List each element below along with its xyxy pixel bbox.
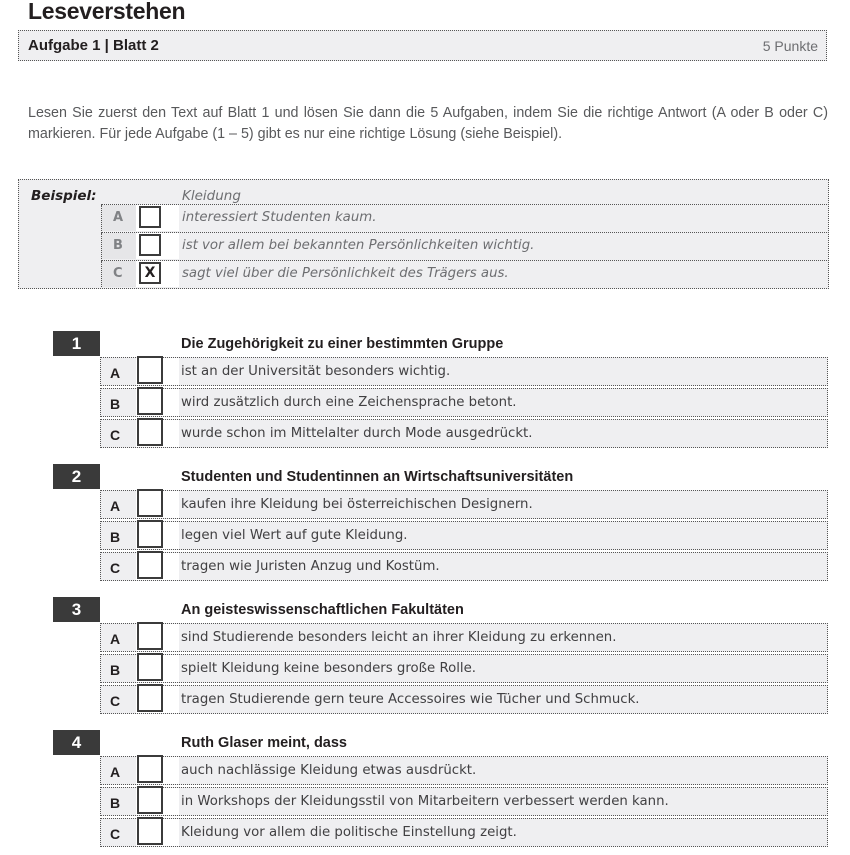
example-stem: Kleidung [182, 188, 241, 204]
option-text: interessiert Studenten kaum. [182, 210, 377, 225]
task-stem: Ruth Glaser meint, dass [181, 735, 347, 751]
task-1-option-c[interactable] [100, 419, 828, 448]
option-letter: A [101, 205, 136, 231]
task-4 [0, 730, 850, 855]
task-2 [0, 464, 850, 589]
task-3-option-a[interactable] [100, 623, 828, 652]
answer-checkbox[interactable] [137, 755, 163, 783]
option-text: tragen wie Juristen Anzug und Kostüm. [181, 559, 440, 574]
option-letter: C [101, 420, 136, 447]
task-number-badge: 1 [53, 331, 100, 356]
task-2-option-b[interactable] [100, 521, 828, 550]
answer-checkbox[interactable] [137, 418, 163, 446]
answer-checkbox[interactable] [137, 356, 163, 384]
option-text: Kleidung vor allem die politische Einstellung zeigt. [181, 825, 517, 840]
task-4-option-b[interactable] [100, 787, 828, 816]
option-letter: B [101, 522, 136, 549]
task-2-option-c[interactable] [100, 552, 828, 581]
option-letter: B [101, 389, 136, 416]
option-text: ist vor allem bei bekannten Persönlichkeiten wichtig. [182, 238, 535, 253]
answer-checkbox[interactable] [137, 551, 163, 579]
option-text: in Workshops der Kleidungsstil von Mitarbeitern verbessert werden kann. [181, 794, 669, 809]
task-4-option-a[interactable] [100, 756, 828, 785]
answer-checkbox[interactable] [137, 622, 163, 650]
task-1-option-b[interactable] [100, 388, 828, 417]
task-number-badge: 3 [53, 597, 100, 622]
example-option-c [101, 260, 829, 287]
task-3-option-c[interactable] [100, 685, 828, 714]
option-text: legen viel Wert auf gute Kleidung. [181, 528, 408, 543]
option-letter: B [101, 233, 136, 259]
option-letter: A [101, 491, 136, 518]
task-label: Aufgabe 1 | Blatt 2 [28, 37, 159, 54]
answer-checkbox [139, 206, 161, 228]
option-letter: C [101, 261, 136, 287]
example-option-a [101, 204, 829, 231]
answer-checkbox[interactable] [137, 520, 163, 548]
option-text: sind Studierende besonders leicht an ihrer Kleidung zu erkennen. [181, 630, 617, 645]
option-text: auch nachlässige Kleidung etwas ausdrückt. [181, 763, 477, 778]
instructions-text: Lesen Sie zuerst den Text auf Blatt 1 und lösen Sie dann die 5 Aufgaben, indem Sie die richtige Antwort (A oder B oder C) markieren. Für jede Aufgabe (1 – 5) gibt es nur eine richtige Lösung (siehe Beispiel). [28, 105, 828, 142]
answer-checkbox[interactable] [137, 387, 163, 415]
answer-checkbox[interactable] [137, 817, 163, 845]
option-letter: A [101, 757, 136, 784]
answer-checkbox[interactable] [137, 786, 163, 814]
task-1 [0, 331, 850, 456]
option-text: sagt viel über die Persönlichkeit des Trägers aus. [182, 266, 509, 281]
task-number-badge: 2 [53, 464, 100, 489]
task-1-option-a[interactable] [100, 357, 828, 386]
answer-checkbox[interactable] [137, 684, 163, 712]
option-letter: A [101, 358, 136, 385]
task-stem: Studenten und Studentinnen an Wirtschaftsuniversitäten [181, 469, 574, 485]
option-text: wurde schon im Mittelalter durch Mode ausgedrückt. [181, 426, 533, 441]
option-letter: C [101, 819, 136, 846]
answer-checkbox [139, 234, 161, 256]
points-label: 5 Punkte [762, 38, 818, 54]
option-letter: C [101, 686, 136, 713]
example-option-b [101, 232, 829, 259]
answer-checkbox-checked: X [139, 262, 161, 284]
option-text: tragen Studierende gern teure Accessoires wie Tücher und Schmuck. [181, 692, 640, 707]
option-letter: C [101, 553, 136, 580]
option-letter: B [101, 655, 136, 682]
answer-checkbox[interactable] [137, 653, 163, 681]
option-text: kaufen ihre Kleidung bei österreichischen Designern. [181, 497, 533, 512]
option-letter: B [101, 788, 136, 815]
task-3 [0, 597, 850, 722]
answer-checkbox[interactable] [137, 489, 163, 517]
task-header-bar [18, 30, 827, 61]
task-2-option-a[interactable] [100, 490, 828, 519]
example-block [18, 179, 829, 289]
task-stem: Die Zugehörigkeit zu einer bestimmten Gruppe [181, 336, 504, 352]
option-text: wird zusätzlich durch eine Zeichensprache betont. [181, 395, 517, 410]
task-stem: An geisteswissenschaftlichen Fakultäten [181, 602, 464, 618]
task-4-option-c[interactable] [100, 818, 828, 847]
option-letter: A [101, 624, 136, 651]
page-title: Leseverstehen [28, 0, 186, 24]
option-text: spielt Kleidung keine besonders große Rolle. [181, 661, 477, 676]
task-number-badge: 4 [53, 730, 100, 755]
option-text: ist an der Universität besonders wichtig. [181, 364, 451, 379]
task-3-option-b[interactable] [100, 654, 828, 683]
example-label: Beispiel: [31, 188, 97, 204]
